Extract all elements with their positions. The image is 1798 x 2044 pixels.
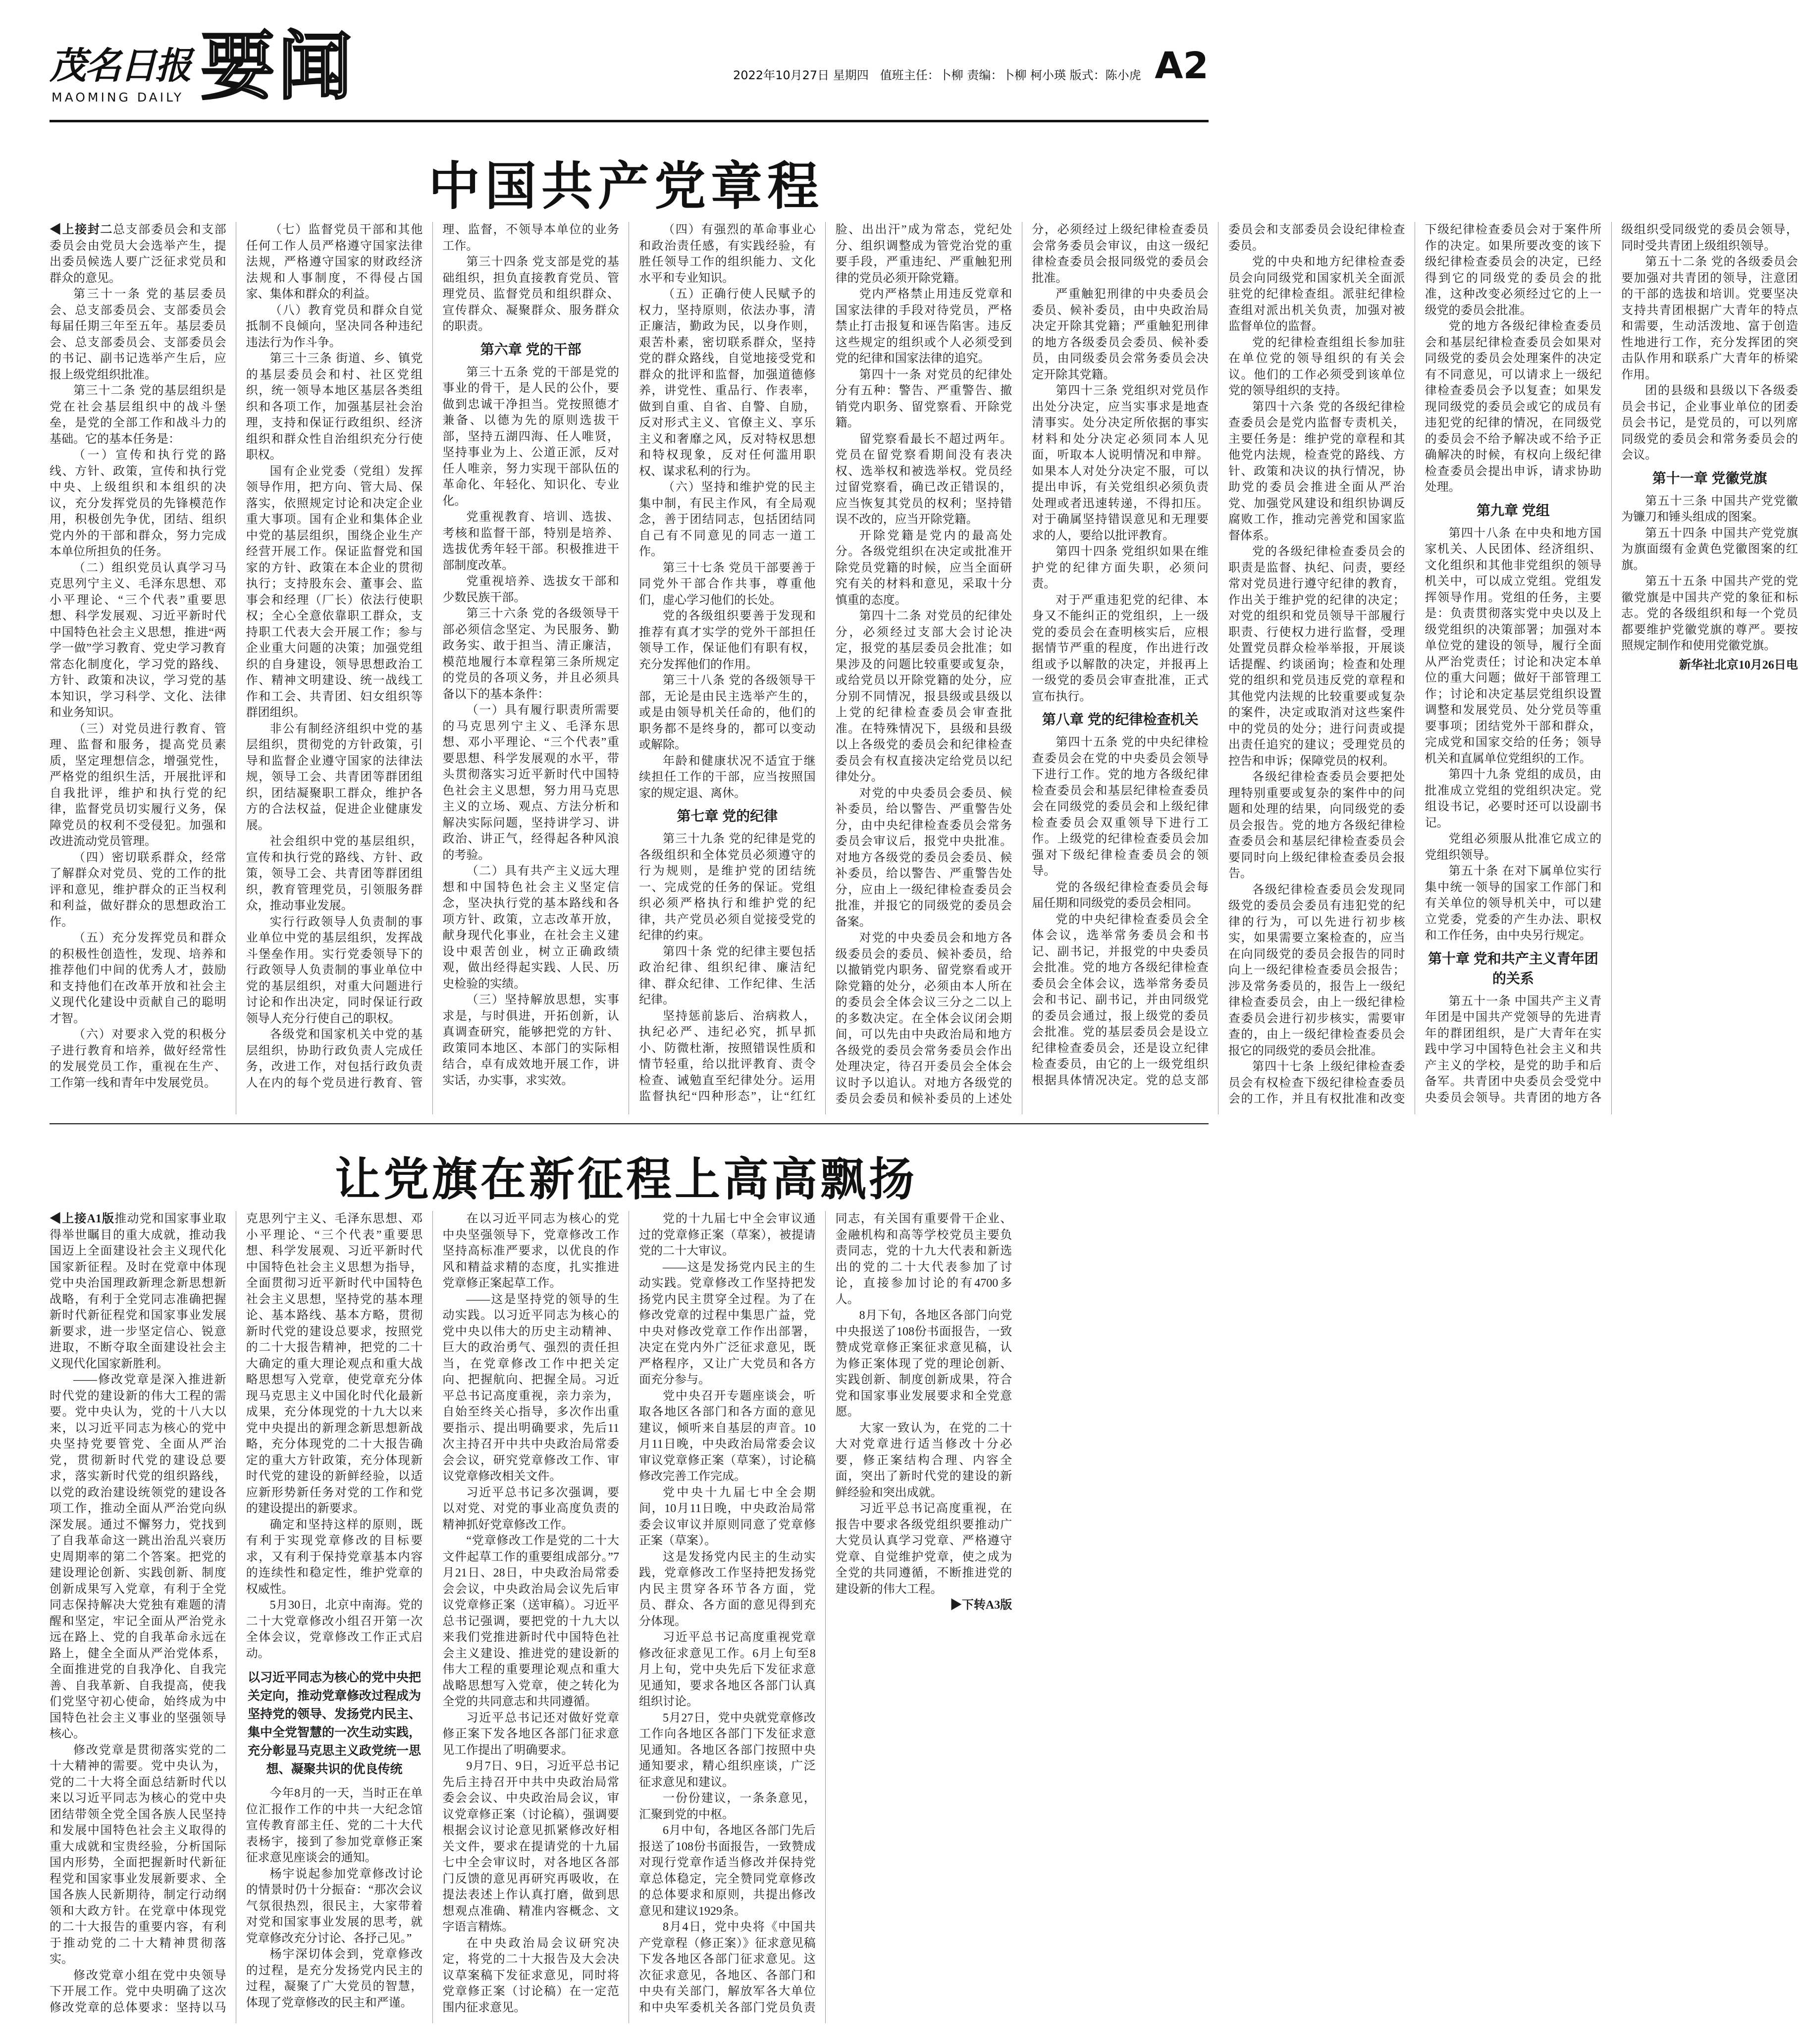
chapter-heading-6: 第六章 党的干部 xyxy=(480,341,582,357)
body-paragraph: 第三十七条 党员干部要善于同党外干部合作共事，尊重他们，虚心学习他们的长处。 xyxy=(638,561,816,607)
body-paragraph: 第三十五条 党的干部是党的事业的骨干，是人民的公仆，要做到忠诚干净担当。党按照德才兼备、以德为先的原则选拔干部，坚持五湖四海、任人唯贤，坚持事业为上、公道正派，反对任人唯亲，努力实现干部队伍的革命化、年轻化、知识化、专业化。 xyxy=(442,366,619,508)
body-paragraph: （三）坚持解放思想，实事求是，与时俱进，开拓创新，认真调查研究，能够把党的方针、政策同本地区、本部门的实际相结合，卓有成效地开展工作，讲实话，办实事，求实效。 xyxy=(442,994,619,1087)
body-paragraph: 大家一致认为，在党的二十大对党章进行适当修改十分必要，修正案结构合理、内容全面，突出了新时代党的建设的新鲜经验和突出成就。 xyxy=(835,1421,1012,1499)
body-paragraph: 开除党籍是党内的最高处分。各级党组织在决定或批准开除党员党籍的时候，应当全面研究有关的材料和意见，采取十分慎重的态度。 xyxy=(835,529,1012,607)
continued-from-tag: ◀上接封二 xyxy=(50,223,113,236)
body-paragraph: （八）教育党员和群众自觉抵制不良倾向，坚决同各种违纪违法行为作斗争。 xyxy=(246,304,423,349)
dateline: 新华社北京10月26日电 xyxy=(1679,658,1798,672)
body-paragraph: 第三十二条 党的基层组织是党在社会基层组织中的战斗堡垒，是党的全部工作和战斗力的基础。它的基本任务是： xyxy=(50,384,226,446)
lead-text: 推动党和国家事业取得举世瞩目的重大成就，推动我国迈上全面建设社会主义现代化国家新征程。及时在党章中体现党中央治国理政新理念新思想新战略，有利于全党同志准确把握新时代新征程党和国家事业发展新要求，进一步坚定信心、锐意进取，不断夺取全面建设社会主义现代化国家新胜利。 xyxy=(50,1212,226,1370)
article1-paragraphs-g xyxy=(1621,493,1798,654)
body-paragraph: 实行行政领导人负责制的事业单位中党的基层组织，发挥战斗堡垒作用。实行党委领导下的行政领导人负责制的事业单位中党的基层组织，对重大问题进行讨论和作出决定，同时保证行政领导人充分行使自己的职权。 xyxy=(246,915,423,1025)
body-paragraph: 党重视培养、选拔女干部和少数民族干部。 xyxy=(442,575,619,604)
body-paragraph: 党中央召开专题座谈会，听取各地区各部门和各方面的意见建议，倾听来自基层的声音。10月11日晚，中央政治局常委会议审议党章修正案（草案），讨论稿修改完善工作完成。 xyxy=(638,1389,816,1483)
paper-logo: 茂名日报 xyxy=(50,45,190,87)
body-paragraph: 第四十三条 党组织对党员作出处分决定，应当实事求是地查清事实。处分决定所依据的事实材料和处分决定必须同本人见面，听取本人说明情况和申辩。如果本人对处分决定不服，可以提出申诉，有关党组织必须负责处理或者迅速转递，不得扣压。对于确属坚持错误意见和无理要求的人，要给以批评教育。 xyxy=(1032,384,1209,542)
body-paragraph: 党组必须服从批准它成立的党组织领导。 xyxy=(1425,833,1602,862)
body-paragraph: ——这是发扬党内民主的生动实践。党章修改工作坚持把发扬党内民主贯穿全过程。为了在修改党章的过程中集思广益，党中央对修改党章工作作出部署，决定在党内外广泛征求意见，既严格程序，又让广大党员和各方面充分参与。 xyxy=(638,1260,816,1386)
body-paragraph: 第四十五条 党的中央纪律检查委员会在党的中央委员会领导下进行工作。党的地方各级纪律检查委员会和基层纪律检查委员会在同级党的委员会和上级纪律检查委员会双重领导下进行工作。上级党的纪律检查委员会加强对下级纪律检查委员会的领导。 xyxy=(1032,736,1209,878)
article-divider xyxy=(50,1123,1209,1124)
body-paragraph: 习近平总书记多次强调，要以对党、对党的事业高度负责的精神抓好党章修改工作。 xyxy=(442,1486,619,1531)
body-paragraph: 8月4日，党中央将《中国共产党章程（修正案）》征求意见稿下发各地区各部门征求意见。这次征求意见，各地区、各部门和中央有关部门，解放军各大单位和中央军委机关各部门党员负责同志，有关国有重要骨干企业、金融机构和高等学校党员主要负责同志，党的十九大代表和新选出的党的二十大代表参加了讨论，直接参加讨论的有4700多人。 xyxy=(638,1212,1012,2014)
body-paragraph: 第三十三条 街道、乡、镇党的基层委员会和村、社区党组织，统一领导本地区基层各类组织和各项工作，加强基层社会治理，支持和保证行政组织、经济组织和群众性自治组织充分行使职权。 xyxy=(246,352,423,462)
body-paragraph: （二）具有共产主义远大理想和中国特色社会主义坚定信念，坚决执行党的基本路线和各项方针、政策，立志改革开放，献身现代化事业，在社会主义建设中艰苦创业，树立正确政绩观，做出经得起实践、人民、历史检验的实绩。 xyxy=(442,865,619,991)
body-paragraph: ——修改党章是深入推进新时代党的建设新的伟大工程的需要。党中央认为，党的十八大以来，以习近平同志为核心的党中央坚持党要管党、全面从严治党，贯彻新时代党的建设总要求，落实新时代党的组织路线，以党的政治建设统领党的建设各项工作，推动全面从严治党向纵深发展。通过不懈努力，党找到了自我革命这一跳出治乱兴衰历史周期率的第二个答案。把党的建设理论创新、实践创新、制度创新成果写入党章，有利于全党同志保持解决大党独有难题的清醒和坚定，牢记全面从严治党永远在路上、党的自我革命永远在路上，健全全面从严治党体系，全面推进党的自我净化、自我完善、自我革新、自我提高，使我们党坚守初心使命，始终成为中国特色社会主义事业的坚强领导核心。 xyxy=(50,1373,226,1740)
body-paragraph: 习近平总书记高度重视党章修改征求意见工作。6月上旬至8月上旬，党中央先后下发征求意见通知，要求各地区各部门认真组织讨论。 xyxy=(638,1631,816,1708)
body-paragraph: 对党的中央委员会委员、候补委员，给以警告、严重警告处分，由中央纪律检查委员会常务委员会审议后，报党中央批准。对地方各级党的委员会委员、候补委员，给以警告、严重警告处分，应由上一级纪律检查委员会批准，并报它的同级党的委员会备案。 xyxy=(835,786,1012,929)
body-paragraph: 这是发扬党内民主的生动实践，党章修改工作坚持把发扬党内民主贯穿各环节各方面，党员、群众、各方面的意见得到充分体现。 xyxy=(638,1550,816,1628)
chapter-heading-9: 第九章 党组 xyxy=(1477,502,1550,518)
body-paragraph: 6月中旬，各地区各部门先后报送了108份书面报告，一致赞成对现行党章作适当修改并保持党章总体稳定，完全赞同党章修改的总体要求和原则，共提出修改意见和建议1929条。 xyxy=(638,1824,816,1918)
body-paragraph: 年龄和健康状况不适宜于继续担任工作的干部，应当按照国家的规定退、离休。 xyxy=(638,754,816,800)
continued-on-link[interactable]: ▶下转A3版 xyxy=(950,1599,1012,1612)
body-paragraph: 对于严重违犯党的纪律、本身又不能纠正的党组织，上一级党的委员会在查明核实后，应根据情节严重的程度，作出进行改组或予以解散的决定，并报再上一级党的委员会审查批准，正式宣布执行。 xyxy=(1032,593,1209,703)
body-paragraph: 5月27日，党中央就党章修改工作向各地区各部门下发征求意见通知。各地区各部门按照中央通知要求，精心组织座谈，广泛征求意见和建议。 xyxy=(638,1711,816,1789)
masthead-rule xyxy=(50,120,1209,122)
body-paragraph: 第三十八条 党的各级领导干部，无论是由民主选举产生的，或是由领导机关任命的，他们的职务都不是终身的，都可以变动或解除。 xyxy=(638,674,816,751)
body-paragraph: 党的中央和地方纪律检查委员会向同级党和国家机关全面派驻党的纪律检查组。派驻纪律检查组对派出机关负责，加强对被监督单位的监督。 xyxy=(1228,256,1405,333)
paper-name-en: MAOMING DAILY xyxy=(52,90,184,105)
body-paragraph: 第三十九条 党的纪律是党的各级组织和全体党员必须遵守的行为规则，是维护党的团结统一、完成党的任务的保证。党组织必须严格执行和维护党的纪律，共产党员必须自觉接受党的纪律的约束。 xyxy=(638,833,816,942)
continued-from-tag: ◀上接A1版 xyxy=(50,1212,115,1225)
body-paragraph: 第四十七条 上级纪律检查委员会有权检查下级纪律检查委员会的工作，并且有权批准和改变下级纪律检查委员会对于案件所作的决定。如果所要改变的该下级纪律检查委员会的决定，已经得到它的同级党的委员会的批准，这种改变必须经过它的上一级党的委员会批准。 xyxy=(1228,223,1602,1105)
body-paragraph: 党内严格禁止用违反党章和国家法律的手段对待党员，严格禁止打击报复和诬告陷害。违反这些规定的组织或个人必须受到党的纪律和国家法律的追究。 xyxy=(835,288,1012,365)
body-paragraph: 团的县级和县级以下各级委员会书记，企业事业单位的团委员会书记，是党员的，可以列席同级党的委员会和常务委员会的会议。 xyxy=(1621,384,1798,462)
body-paragraph: 习近平总书记高度重视，在报告中要求各级党组织要推动广大党员认真学习党章、严格遵守党章、自觉维护党章，使之成为全党的共同遵循，不断推进党的建设新的伟大工程。 xyxy=(835,1502,1012,1596)
body-paragraph: 对党的中央委员会和地方各级委员会的委员、候补委员，给以撤销党内职务、留党察看或开除党籍的处分，必须由本人所在的委员会全体会议三分之二以上的多数决定。在全体会议闭会期间，可以先由中央政治局和地方各级党的委员会常务委员会作出处理决定，待召开委员会全体会议时予以追认。对地方各级党的委员会委员和候补委员的上述处分，必须经过上级纪律检查委员会常务委员会审议，由这一级纪律检查委员会报同级党的委员会批准。 xyxy=(835,223,1209,1105)
issue-date: 2022年10月27日 星期四 xyxy=(733,68,869,82)
body-paragraph: 第四十九条 党组的成员，由批准成立党组的党组织决定。党组设书记，必要时还可以设副书记。 xyxy=(1425,768,1602,830)
body-paragraph: 5月30日，北京中南海。党的二十大党章修改小组召开第一次全体会议，党章修改工作正式启动。 xyxy=(246,1599,423,1660)
body-paragraph: 各级纪律检查委员会发现同级党的委员会委员有违犯党的纪律的行为，可以先进行初步核实，如果需要立案检查的，应当在向同级党的委员会报告的同时向上一级纪律检查委员会报告；涉及常务委员的，报告上一级纪律检查委员会，由上一级纪律检查委员会进行初步核实，需要审查的，由上一级纪律检查委员会报它的同级党的委员会批准。 xyxy=(1228,883,1405,1057)
chapter-heading-11: 第十一章 党徽党旗 xyxy=(1652,470,1767,486)
issue-meta xyxy=(733,65,1141,83)
body-paragraph: 国有企业党委（党组）发挥领导作用，把方向、管大局、保落实，依照规定讨论和决定企业重大事项。国有企业和集体企业中党的基层组织，围绕企业生产经营开展工作。保证监督党和国家的方针、政策在本企业的贯彻执行；支持股东会、董事会、监事会和经理（厂长）依法行使职权；全心全意依靠职工群众，支持职工代表大会开展工作；参与企业重大问题的决策；加强党组织的自身建设，领导思想政治工作、精神文明建设、统一战线工作和工会、共青团、妇女组织等群团组织。 xyxy=(246,465,423,719)
body-paragraph: 杨宇说起参加党章修改讨论的情景时仍十分振奋：“那次会议气氛很热烈，很民主，大家带着对党和国家事业发展的思考，就党章修改充分讨论、各抒己见。” xyxy=(246,1867,423,1945)
body-paragraph: 8月下旬，各地区各部门向党中央报送了108份书面报告，一致赞成党章修正案征求意见稿，认为修正案体现了党的理论创新、实践创新、制度创新成果，符合党和国家事业发展要求和全党意愿。 xyxy=(835,1309,1012,1418)
body-paragraph: 党的各级纪律检查委员会每届任期和同级党的委员会相同。 xyxy=(1032,881,1209,910)
body-paragraph: 党的十九届七中全会审议通过的党章修正案（草案），被提请党的二十大审议。 xyxy=(638,1212,816,1258)
article2-lead xyxy=(50,1211,226,1372)
body-paragraph: 在以习近平同志为核心的党中央坚强领导下，党章修改工作坚持高标准严要求，以优良的作风和精益求精的态度，扎实推进党章修正案起草工作。 xyxy=(442,1212,619,1290)
body-paragraph: 党的各级纪律检查委员会的职责是监督、执纪、问责，要经常对党员进行遵守纪律的教育，作出关于维护党的纪律的决定；对党的组织和党员领导干部履行职责、行使权力进行监督，受理处置党员群众检举举报，开展谈话提醒、约谈函询；检查和处理党的组织和党员违反党的章程和其他党内法规的比较重要或复杂的案件，决定或取消对这些案件中的党员的处分；进行问责或提出责任追究的建议；受理党员的控告和申诉；保障党员的权利。 xyxy=(1228,545,1405,768)
body-paragraph: 今年8月的一天，当时正在单位汇报作工作的中共一大纪念馆宣传教育部主任、党的二十大代表杨宇，接到了参加党章修正案征求意见座谈会的通知。 xyxy=(246,1787,423,1864)
body-paragraph: 在中央政治局会议研究决定，将党的二十大报告及大会决议草案稿下发征求意见，同时将党章修正案（讨论稿）在一定范围内征求意见。 xyxy=(442,1937,619,2014)
body-paragraph: （二）组织党员认真学习马克思列宁主义、毛泽东思想、邓小平理论、“三个代表”重要思想、科学发展观、习近平新时代中国特色社会主义思想，推进“两学一做”学习教育、党史学习教育常态化制度化，学习党的路线、方针、政策和决议，学习党的基本知识，学习科学、文化、法律和业务知识。 xyxy=(50,561,226,719)
body-paragraph: 确定和坚持这样的原则，既有利于实现党章修改的目标要求，又有利于保持党章基本内容的连续性和稳定性，维护党章的权威性。 xyxy=(246,1518,423,1596)
body-paragraph: （一）具有履行职责所需要的马克思列宁主义、毛泽东思想、邓小平理论、“三个代表”重要思想、科学发展观的水平，带头贯彻落实习近平新时代中国特色社会主义思想，努力用马克思主义的立场、观点、方法分析和解决实际问题，坚持讲学习、讲政治、讲正气，经得起各种风浪的考验。 xyxy=(442,704,619,862)
body-paragraph: 各级党和国家机关中党的基层组织，协助行政负责人完成任务，改进工作，对包括行政负责人在内的每个党员进行教育、管理、监督，不领导本单位的业务工作。 xyxy=(246,223,619,1090)
body-paragraph: 各级纪律检查委员会要把处理特别重要或复杂的案件中的问题和处理的结果，向同级党的委员会报告。党的地方各级纪律检查委员会和基层纪律检查委员会要同时向上级纪律检查委员会报告。 xyxy=(1228,771,1405,880)
body-paragraph: 党的各级组织要善于发现和推荐有真才实学的党外干部担任领导工作，保证他们有职有权，充分发挥他们的作用。 xyxy=(638,610,816,671)
article2-body xyxy=(50,1211,1209,2023)
body-paragraph: 修改党章小组在党中央领导下开展工作。党中央明确了这次修改党章的总体要求：坚持以马克思列宁主义、毛泽东思想、邓小平理论、“三个代表”重要思想、科学发展观、习近平新时代中国特色社会主义思想为指导，全面贯彻习近平新时代中国特色社会主义思想，坚持党的基本理论、基本路线、基本方略，贯彻新时代党的建设总要求，按照党的二十大报告精神，把党的二十大确定的重大理论观点和重大战略思想写入党章，使党章充分体现马克思主义中国化时代化最新成果，充分体现党的十九大以来党中央提出的新理念新思想新战略，充分体现党的二十大报告确定的重大方针政策，充分体现新时代党的建设的新鲜经验，以适应新形势新任务对党的工作和党的建设提出的新要求。 xyxy=(50,1212,423,2014)
body-paragraph: 党中央十九届七中全会期间，10月11日晚，中央政治局常委会议审议并原则同意了党章修正案（草案）。 xyxy=(638,1486,816,1547)
lead-text: 总支部委员会和支部委员会由党员大会选举产生，提出委员候选人要广泛征求党员和群众的意见。 xyxy=(50,223,226,285)
body-paragraph: “党章修改工作是党的二十大文件起草工作的重要组成部分。”7月21日、28日，中央政治局常委会会议，中央政治局会议先后审议党章修正案（送审稿）。习近平总书记强调，要把党的十九大以来我们党推进新时代中国特色社会主义建设、推进党的建设新的伟大工程的重要理论观点和重大战略思想写入党章，使之转化为全党的共同意志和共同遵循。 xyxy=(442,1534,619,1708)
chapter-heading-10: 第十章 党和共产主义青年团的关系 xyxy=(1428,950,1598,986)
article2-headline: 让党旗在新征程上高高飘扬 xyxy=(334,1153,917,1206)
body-paragraph: 9月7日、9日，习近平总书记先后主持召开中共中央政治局常委会会议、中央政治局会议，审议党章修正案（讨论稿），强调要根据会议讨论意见抓紧修改好相关文件，要求在提请党的十九届七中全会审议时，对各地区各部门反馈的意见再研究再吸收，在提法表述上作认真打磨，做到思想观点准确、精准内容概念、文字语言精炼。 xyxy=(442,1760,619,1934)
body-paragraph: （五）充分发挥党员和群众的积极性创造性，发现、培养和推荐他们中间的优秀人才，鼓励和支持他们在改革开放和社会主义现代化建设中贡献自己的聪明才智。 xyxy=(50,932,226,1025)
body-paragraph: 第五十条 在对下属单位实行集中统一领导的国家工作部门和有关单位的领导机关中，可以建立党委，党委的产生办法、职权和工作任务，由中央另行规定。 xyxy=(1425,865,1602,942)
body-paragraph: 第五十五条 中国共产党的党徽党旗是中国共产党的象征和标志。党的各级组织和每一个党员都要维护党徽党旗的尊严。要按照规定制作和使用党徽党旗。 xyxy=(1621,575,1798,652)
body-paragraph: （三）对党员进行教育、管理、监督和服务，提高党员素质，坚定理想信念，增强党性，严格党的组织生活，开展批评和自我批评，维护和执行党的纪律，监督党员切实履行义务，保障党员的权利不受侵犯。加强和改进流动党员管理。 xyxy=(50,722,226,848)
body-paragraph: （六）对要求入党的积极分子进行教育和培养，做好经常性的发展党员工作，重视在生产、工作第一线和青年中发展党员。 xyxy=(50,1028,226,1090)
body-paragraph: 第四十一条 对党员的纪律处分有五种：警告、严重警告、撤销党内职务、留党察看、开除党籍。 xyxy=(835,368,1012,429)
masthead xyxy=(50,24,1209,116)
body-paragraph: （一）宣传和执行党的路线、方针、政策，宣传和执行党中央、上级组织和本组织的决议，充分发挥党员的先锋模范作用，积极创先争优，团结、组织党内外的干部和群众，努力完成本单位所担负的任务。 xyxy=(50,449,226,558)
body-paragraph: 党的纪律检查组组长参加驻在单位党的领导组织的有关会议。他们的工作必须受到该单位党的领导组织的支持。 xyxy=(1228,336,1405,397)
body-paragraph: （五）正确行使人民赋予的权力，坚持原则，依法办事，清正廉洁，勤政为民，以身作则，艰苦朴素，密切联系群众，坚持党的群众路线，自觉地接受党和群众的批评和监督，加强道德修养，讲党性、重品行、作表率，做到自重、自省、自警、自励，反对形式主义、官僚主义、享乐主义和奢靡之风，反对特权思想和特权现象，反对任何滥用职权、谋求私利的行为。 xyxy=(638,288,816,478)
body-paragraph: 第四十八条 在中央和地方国家机关、人民团体、经济组织、文化组织和其他非党组织的领导机关中，可以成立党组。党组发挥领导作用。党组的任务，主要是：负责贯彻落实党中央以及上级党组织的决策部署；加强对本单位党的建设的领导，履行全面从严治党责任；讨论和决定本单位的重大问题；做好干部管理工作；讨论和决定基层党组织设置调整和发展党员、处分党员等重要事项；团结党外干部和群众，完成党和国家交给的任务；领导机关和直属单位党组织的工作。 xyxy=(1425,526,1602,765)
body-paragraph: 第三十四条 党支部是党的基础组织，担负直接教育党员、管理党员、监督党员和组织群众、宣传群众、凝聚群众、服务群众的职责。 xyxy=(442,256,619,333)
editor-credits: 值班主任：卜柳 责编：卜柳 柯小瑛 版式：陈小虎 xyxy=(880,68,1141,82)
body-paragraph: 第三十一条 党的基层委员会、总支部委员会、支部委员会每届任期三年至五年。基层委员会、总支部委员会、支部委员会的书记、副书记选举产生后，应报上级党组织批准。 xyxy=(50,288,226,381)
body-paragraph: 党重视教育、培训、选拔、考核和监督干部，特别是培养、选拔优秀年轻干部。积极推进干部制度改革。 xyxy=(442,511,619,572)
body-paragraph: （四）密切联系群众，经常了解群众对党员、党的工作的批评和意见，维护群众的正当权利和利益，做好群众的思想政治工作。 xyxy=(50,851,226,929)
body-paragraph: 第五十四条 中国共产党党旗为旗面缀有金黄色党徽图案的红旗。 xyxy=(1621,526,1798,572)
article1-paragraphs-e xyxy=(1425,525,1602,944)
body-paragraph: 非公有制经济组织中党的基层组织，贯彻党的方针政策，引导和监督企业遵守国家的法律法规，领导工会、共青团等群团组织，团结凝聚职工群众，维护各方的合法权益，促进企业健康发展。 xyxy=(246,722,423,832)
body-paragraph: 修改党章是贯彻落实党的二十大精神的需要。党中央认为，党的二十大将全面总结新时代以来以习近平同志为核心的党中央团结带领全党全国各族人民坚持和发展中国特色社会主义取得的重大成就和宝贵经验，分析国际国内形势，全面把握新时代新征程党和国家事业发展新要求、全国各族人民新期待，制定行动纲领和大政方针。在党章中体现党的二十大报告的重要内容，有利于推动党的二十大精神贯彻落实。 xyxy=(50,1743,226,1966)
body-paragraph: 习近平总书记还对做好党章修正案下发各地区各部门征求意见工作提出了明确要求。 xyxy=(442,1711,619,1757)
body-paragraph: 一份份建议，一条条意见，汇聚到党的中枢。 xyxy=(638,1792,816,1821)
body-paragraph: 第四十六条 党的各级纪律检查委员会是党内监督专责机关，主要任务是：维护党的章程和其他党内法规，检查党的路线、方针、政策和决议的执行情况，协助党的委员会推进全面从严治党、加强党风建设和组织协调反腐败工作，推动完善党和国家监督体系。 xyxy=(1228,400,1405,542)
body-paragraph: 社会组织中党的基层组织，宣传和执行党的路线、方针、政策，领导工会、共青团等群团组织，教育管理党员，引领服务群众，推动事业发展。 xyxy=(246,835,423,912)
body-paragraph: 党的中央纪律检查委员会全体会议，选举常务委员会和书记、副书记，并报党的中央委员会批准。党的地方各级纪律检查委员会全体会议，选举常务委员会和书记、副书记，并由同级党的委员会通过，报上级党的委员会批准。党的基层委员会是设立纪律检查委员会，还是设立纪律检查委员，由它的上一级党组织根据具体情况决定。党的总支部委员会和支部委员会设纪律检查委员。 xyxy=(1032,223,1405,1087)
body-paragraph: （六）坚持和维护党的民主集中制，有民主作风，有全局观念，善于团结同志，包括团结同自己有不同意见的同志一道工作。 xyxy=(638,481,816,558)
page-number: A2 xyxy=(1155,45,1209,87)
body-paragraph: 杨宇深切体会到，党章修改的过程，是充分发扬党内民主的过程，凝聚了广大党员的智慧，体现了党章修改的民主和严谨。 xyxy=(246,1948,423,2009)
body-paragraph: 第五十一条 中国共产主义青年团是中国共产党领导的先进青年的群团组织，是广大青年在实践中学习中国特色社会主义和共产主义的学校，是党的助手和后备军。共青团中央委员会受党中央委员会领导。共青团的地方各级组织受同级党的委员会领导，同时受共青团上级组织领导。 xyxy=(1425,223,1798,1104)
pull-quote: 以习近平同志为核心的党中央把关定向，推动党章修改过程成为坚持党的领导、发扬党内民主、集中全党智慧的一次生动实践，充分彰显马克思主义政党统一思想、凝聚共识的优良传统 xyxy=(247,1671,421,1776)
body-paragraph: 留党察看最长不超过两年。党员在留党察看期间没有表决权、选举权和被选举权。党员经过留党察看，确已改正错误的，应当恢复其党员的权利；坚持错误不改的，应当开除党籍。 xyxy=(835,432,1012,526)
body-paragraph: 党的地方各级纪律检查委员会和基层纪律检查委员会如果对同级党的委员会处理案件的决定有不同意见，可以请求上一级纪律检查委员会予以复查；如果发现同级党的委员会或它的成员有违犯党的纪律的情况，在同级党的委员会不给予解决或不给予正确解决的时候，有权向上级纪律检查委员会提出申诉，请求协助处理。 xyxy=(1425,320,1602,494)
body-paragraph: 坚持惩前毖后、治病救人，执纪必严、违纪必究，抓早抓小、防微杜渐，按照错误性质和情节轻重，给以批评教育、责令检查、诫勉直至纪律处分。运用监督执纪“四种形态”，让“红红脸、出出汗”成为常态，党纪处分、组织调整成为管党治党的重要手段，严重违纪、严重触犯刑律的党员必须开除党籍。 xyxy=(638,223,1012,1103)
section-title: 要闻 xyxy=(201,24,356,110)
body-paragraph: 第五十二条 党的各级委员会要加强对共青团的领导，注意团的干部的选拔和培训。党要坚决支持共青团根据广大青年的特点和需要，生动活泼地、富于创造性地进行工作，充分发挥团的突击队作用和联系广大青年的桥梁作用。 xyxy=(1621,256,1798,381)
body-paragraph: 严重触犯刑律的中央委员会委员、候补委员，由中央政治局决定开除其党籍；严重触犯刑律的地方各级委员会委员、候补委员，由同级委员会常务委员会决定开除其党籍。 xyxy=(1032,288,1209,381)
body-paragraph: （四）有强烈的革命事业心和政治责任感，有实践经验，有胜任领导工作的组织能力、文化水平和专业知识。 xyxy=(638,223,816,285)
article1-headline: 中国共产党章程 xyxy=(428,156,824,216)
body-paragraph: （七）监督党员干部和其他任何工作人员严格遵守国家法律法规，严格遵守国家的财政经济法规和人事制度，不得侵占国家、集体和群众的利益。 xyxy=(246,223,423,301)
chapter-heading-7: 第七章 党的纪律 xyxy=(677,808,778,824)
chapter-heading-8: 第八章 党的纪律检查机关 xyxy=(1042,712,1199,727)
body-paragraph: 第四十条 党的纪律主要包括政治纪律、组织纪律、廉洁纪律、群众纪律、工作纪律、生活纪律。 xyxy=(638,945,816,1006)
body-paragraph: 第三十六条 党的各级领导干部必须信念坚定、为民服务、勤政务实、敢于担当、清正廉洁，模范地履行本章程第三条所规定的党员的各项义务，并且必须具备以下的基本条件： xyxy=(442,607,619,701)
body-paragraph: 第四十四条 党组织如果在维护党的纪律方面失职，必须问责。 xyxy=(1032,545,1209,590)
article1-lead xyxy=(50,222,226,286)
body-paragraph: 第四十二条 对党员的纪律处分，必须经过支部大会讨论决定，报党的基层委员会批准；如果涉及的问题比较重要或复杂，或给党员以开除党籍的处分，应分别不同情况，报县级或县级以上党的纪律检查委员会审查批准。在特殊情况下，县级和县级以上各级党的委员会和纪律检查委员会有权直接决定给党员以纪律处分。 xyxy=(835,610,1012,784)
body-paragraph: 第五十三条 中国共产党党徽为镰刀和锤头组成的图案。 xyxy=(1621,494,1798,524)
body-paragraph: ——这是坚持党的领导的生动实践。以习近平同志为核心的党中央以伟大的历史主动精神、巨大的政治勇气、强烈的责任担当，在党章修改工作中把关定向、把握航向、把握全局。习近平总书记高度重视，亲力亲为，自始至终关心指导，多次作出重要指示、提出明确要求，先后11次主持召开中共中央政治局常委会会议，研究党章修改工作、审议党章修改相关文件。 xyxy=(442,1293,619,1483)
article1-body xyxy=(50,222,1798,1114)
